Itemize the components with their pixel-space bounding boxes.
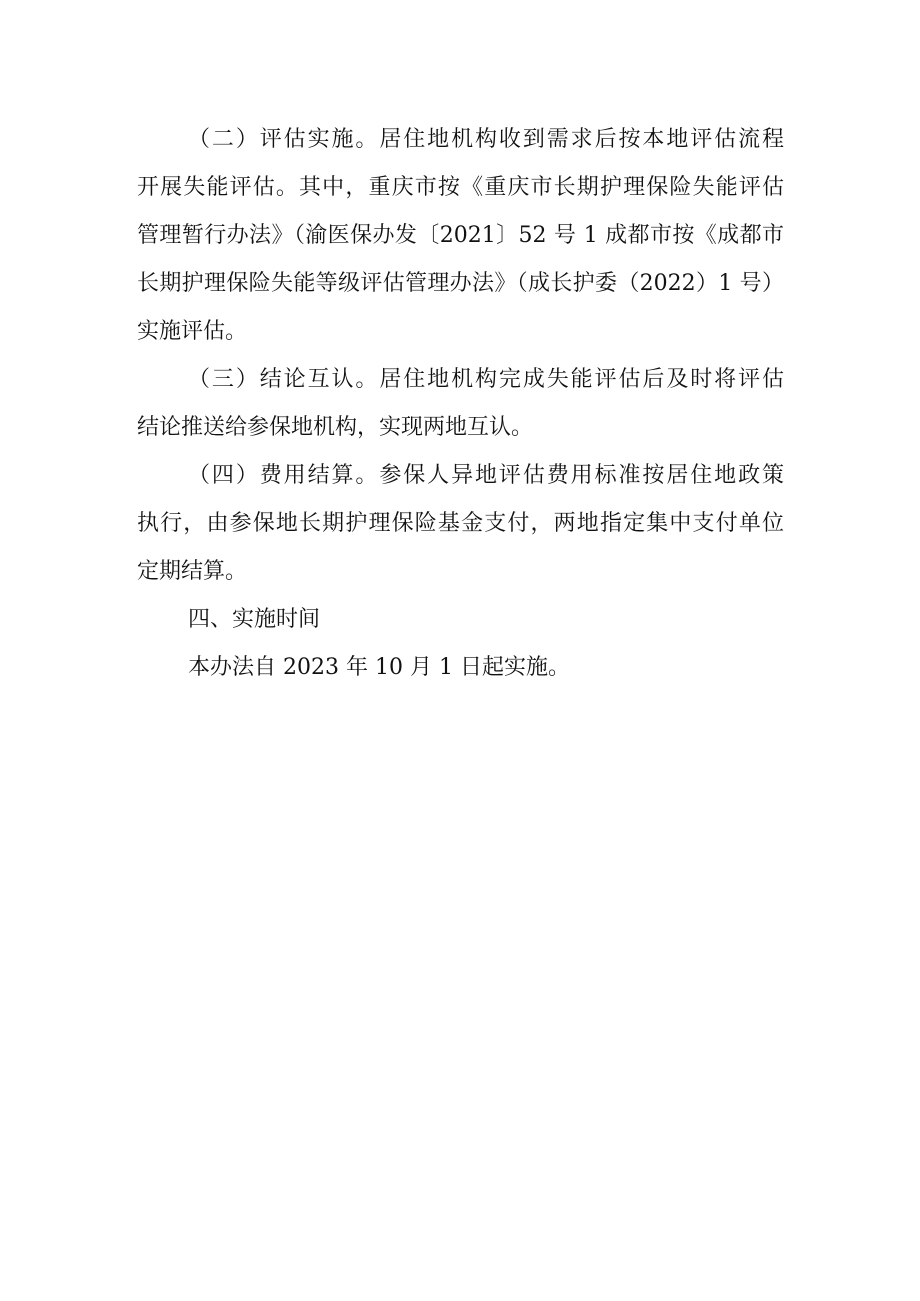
paragraph-evaluation-implementation-line-5: 实施评估。 [137, 319, 248, 344]
paragraph-fee-settlement-line-2: 执行，由参保地长期护理保险基金支付，两地指定集中支付单位 [137, 511, 784, 536]
paragraph-fee-settlement-line-3: 定期结算。 [137, 559, 248, 584]
paragraph-mutual-recognition-line-1: （三）结论互认。居住地机构完成失能评估后及时将评估 [188, 367, 784, 392]
paragraph-evaluation-implementation-line-2: 开展失能评估。其中，重庆市按《重庆市长期护理保险失能评估 [137, 175, 784, 200]
paragraph-effective-date: 本办法自 2023 年 10 月 1 日起实施。 [188, 655, 570, 680]
paragraph-evaluation-implementation-line-1: （二）评估实施。居住地机构收到需求后按本地评估流程 [188, 127, 784, 152]
paragraph-mutual-recognition-line-2: 结论推送给参保地机构，实现两地互认。 [137, 415, 534, 440]
section-heading-implementation-time: 四、实施时间 [188, 607, 321, 632]
paragraph-evaluation-implementation-line-3: 管理暂行办法》（渝医保办发〔2021〕52 号 1 成都市按《成都市 [137, 223, 784, 248]
paragraph-evaluation-implementation-line-4: 长期护理保险失能等级评估管理办法》（成长护委（2022）1 号） [137, 271, 784, 296]
paragraph-fee-settlement-line-1: （四）费用结算。参保人异地评估费用标准按居住地政策 [188, 463, 784, 488]
